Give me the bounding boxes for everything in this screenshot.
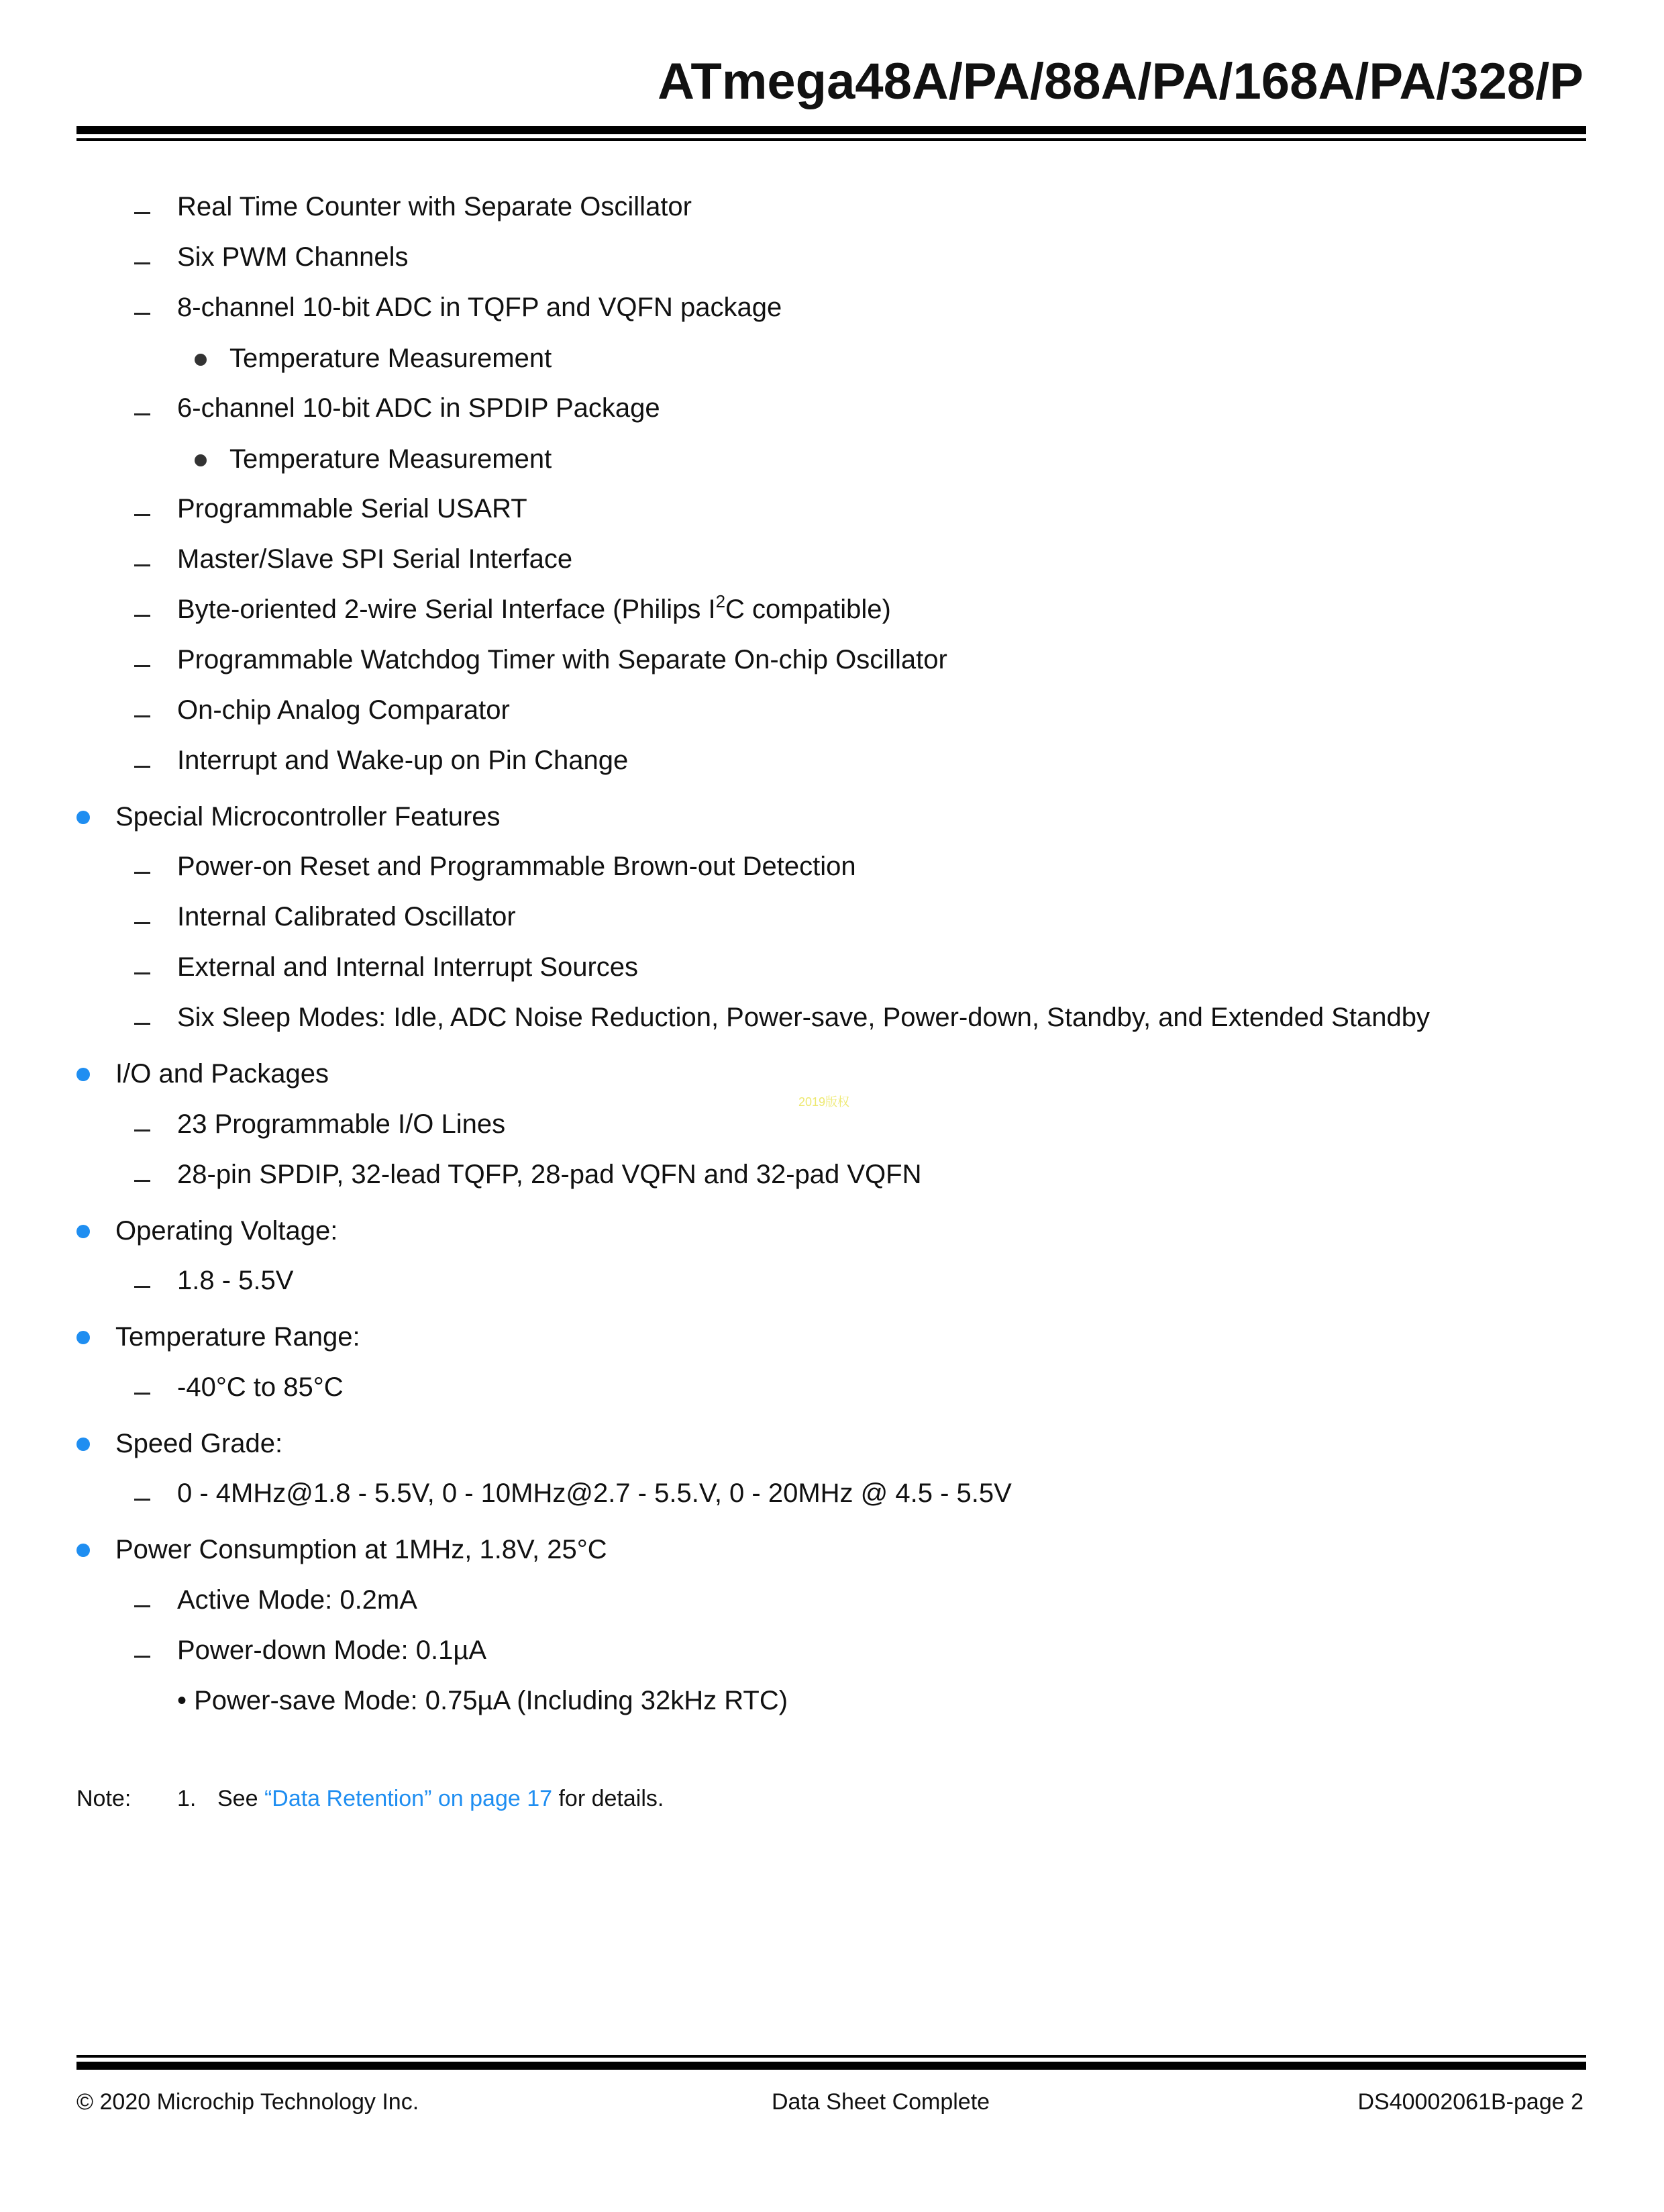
section-item: Speed Grade: bbox=[115, 1429, 283, 1458]
dash-bullet-icon bbox=[134, 1023, 150, 1025]
dash-bullet-icon bbox=[134, 313, 150, 315]
list-item: 8-channel 10-bit ADC in TQFP and VQFN package bbox=[177, 293, 782, 322]
section-item: Operating Voltage: bbox=[115, 1216, 338, 1246]
dash-bullet-icon bbox=[134, 1605, 150, 1607]
note-tail: for details. bbox=[552, 1786, 664, 1811]
bullet-dot-icon bbox=[76, 1068, 90, 1081]
document-title: ATmega48A/PA/88A/PA/168A/PA/328/P bbox=[658, 53, 1583, 110]
section-item: Power Consumption at 1MHz, 1.8V, 25°C bbox=[115, 1535, 607, 1564]
bullet-dot-icon bbox=[195, 454, 207, 466]
dash-bullet-icon bbox=[134, 665, 150, 667]
list-item: Temperature Measurement bbox=[229, 344, 552, 373]
list-item: On-chip Analog Comparator bbox=[177, 695, 510, 725]
dash-bullet-icon bbox=[134, 1499, 150, 1501]
dash-bullet-icon bbox=[134, 972, 150, 974]
list-item: -40°C to 85°C bbox=[177, 1372, 344, 1402]
note-text bbox=[217, 1785, 664, 1812]
list-item: 6-channel 10-bit ADC in SPDIP Package bbox=[177, 393, 660, 423]
list-item: Interrupt and Wake-up on Pin Change bbox=[177, 746, 629, 775]
header-rule-thin bbox=[76, 138, 1586, 141]
bullet-dot-icon bbox=[76, 1544, 90, 1557]
footer-rule-thin bbox=[76, 2055, 1586, 2058]
dash-bullet-icon bbox=[134, 212, 150, 214]
list-item: Programmable Watchdog Timer with Separate On-chip Oscillator bbox=[177, 645, 947, 674]
note-see: See bbox=[217, 1786, 264, 1811]
list-item-text: C compatible) bbox=[725, 595, 891, 624]
list-item: Power-down Mode: 0.1µA bbox=[177, 1636, 487, 1665]
dash-bullet-icon bbox=[134, 872, 150, 874]
list-item: 1.8 - 5.5V bbox=[177, 1266, 294, 1295]
dash-bullet-icon bbox=[134, 1129, 150, 1132]
list-item: Internal Calibrated Oscillator bbox=[177, 902, 516, 932]
list-item: External and Internal Interrupt Sources bbox=[177, 952, 639, 982]
list-item: Active Mode: 0.2mA bbox=[177, 1585, 417, 1615]
bullet-dot-icon bbox=[76, 1225, 90, 1238]
list-item: Programmable Serial USART bbox=[177, 494, 527, 523]
header-rule-thick bbox=[76, 126, 1586, 134]
note-number: 1. bbox=[177, 1786, 197, 1811]
bullet-dot-icon bbox=[76, 1331, 90, 1344]
bullet-dot-icon bbox=[195, 354, 207, 366]
footer-copyright: © 2020 Microchip Technology Inc. bbox=[76, 2089, 419, 2115]
section-item: I/O and Packages bbox=[115, 1059, 329, 1089]
list-item: Real Time Counter with Separate Oscillator bbox=[177, 192, 692, 221]
superscript: 2 bbox=[715, 591, 726, 611]
dash-bullet-icon bbox=[134, 922, 150, 924]
list-item: Six Sleep Modes: Idle, ADC Noise Reduction, Power-save, Power-down, Standby, and Extended Standby bbox=[177, 1003, 1430, 1032]
bullet-dot-icon bbox=[76, 1438, 90, 1451]
list-item: 0 - 4MHz@1.8 - 5.5V, 0 - 10MHz@2.7 - 5.5.V, 0 - 20MHz @ 4.5 - 5.5V bbox=[177, 1478, 1012, 1508]
section-item: Special Microcontroller Features bbox=[115, 802, 501, 832]
list-item bbox=[177, 593, 891, 625]
dash-bullet-icon bbox=[134, 1180, 150, 1182]
list-item: Temperature Measurement bbox=[229, 444, 552, 474]
dash-bullet-icon bbox=[134, 413, 150, 415]
bullet-dot-icon bbox=[76, 811, 90, 824]
list-item: 28-pin SPDIP, 32-lead TQFP, 28-pad VQFN and 32-pad VQFN bbox=[177, 1160, 922, 1189]
list-item: Master/Slave SPI Serial Interface bbox=[177, 544, 573, 574]
list-item: • Power-save Mode: 0.75µA (Including 32kHz RTC) bbox=[177, 1686, 788, 1715]
dash-bullet-icon bbox=[134, 1393, 150, 1395]
footer-center: Data Sheet Complete bbox=[772, 2089, 990, 2115]
dash-bullet-icon bbox=[134, 514, 150, 516]
section-item: Temperature Range: bbox=[115, 1322, 360, 1352]
watermark: 2019版权 bbox=[798, 1095, 850, 1109]
dash-bullet-icon bbox=[134, 564, 150, 566]
dash-bullet-icon bbox=[134, 715, 150, 717]
dash-bullet-icon bbox=[134, 1286, 150, 1288]
note-label: Note: bbox=[76, 1786, 132, 1811]
list-item: Six PWM Channels bbox=[177, 242, 409, 272]
dash-bullet-icon bbox=[134, 615, 150, 617]
list-item-text: Byte-oriented 2-wire Serial Interface (Philips I bbox=[177, 595, 716, 624]
list-item: 23 Programmable I/O Lines bbox=[177, 1109, 506, 1139]
data-retention-link[interactable]: “Data Retention” on page 17 bbox=[264, 1786, 553, 1811]
dash-bullet-icon bbox=[134, 766, 150, 768]
list-item: Power-on Reset and Programmable Brown-out Detection bbox=[177, 852, 856, 881]
footer-rule-thick bbox=[76, 2062, 1586, 2070]
dash-bullet-icon bbox=[134, 1656, 150, 1658]
footer-page-number: DS40002061B-page 2 bbox=[1357, 2089, 1583, 2115]
dash-bullet-icon bbox=[134, 262, 150, 264]
